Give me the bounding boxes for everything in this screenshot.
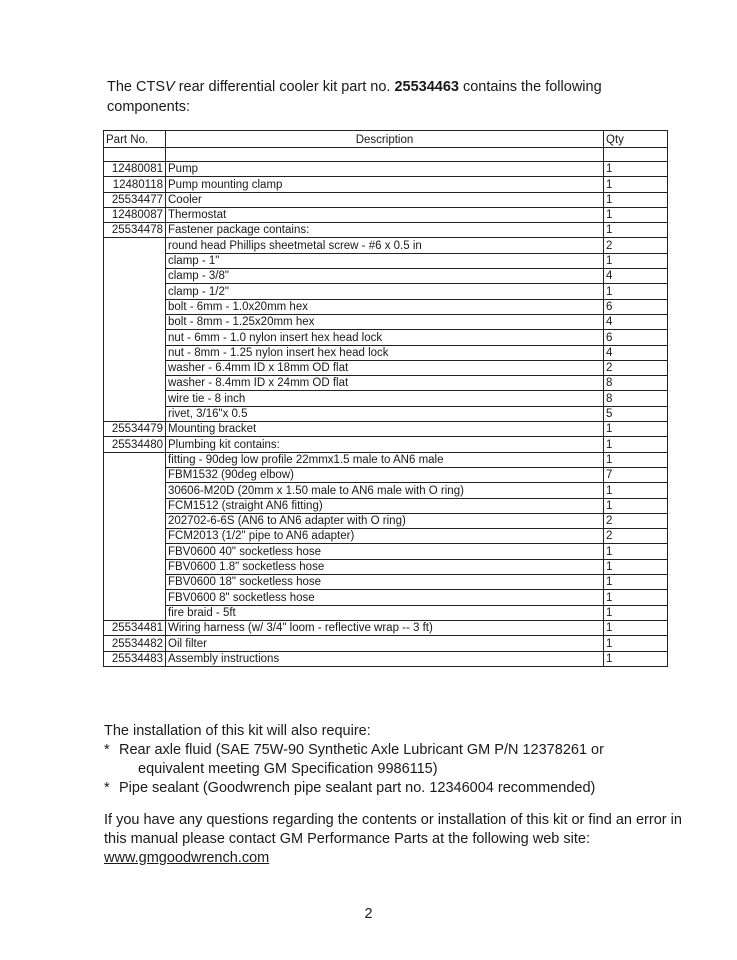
contact-paragraph	[104, 811, 684, 868]
qty-cell: 7	[604, 467, 668, 482]
part-number-cell	[104, 483, 166, 498]
table-row	[104, 636, 668, 651]
description-cell: round head Phillips sheetmetal screw - #6 x 0.5 in	[166, 238, 604, 253]
qty-cell: 1	[604, 437, 668, 452]
intro-paragraph	[107, 77, 667, 117]
qty-cell: 6	[604, 330, 668, 345]
table-row	[104, 498, 668, 513]
part-number-cell	[104, 238, 166, 253]
part-number-cell	[104, 314, 166, 329]
table-row	[104, 314, 668, 329]
description-cell: Fastener package contains:	[166, 223, 604, 238]
table-row	[104, 483, 668, 498]
table-row	[104, 452, 668, 467]
part-number-cell	[104, 299, 166, 314]
qty-cell: 2	[604, 529, 668, 544]
description-cell: clamp - 3/8"	[166, 269, 604, 284]
description-cell: Thermostat	[166, 207, 604, 222]
table-row	[104, 605, 668, 620]
header-part-no: Part No.	[104, 131, 166, 148]
qty-cell: 1	[604, 483, 668, 498]
description-cell: FCM2013 (1/2" pipe to AN6 adapter)	[166, 529, 604, 544]
bullet: *	[104, 742, 110, 758]
qty-cell: 1	[604, 284, 668, 299]
table-row	[104, 651, 668, 666]
part-number-cell: 25534481	[104, 620, 166, 635]
description-cell: FBV0600 18" socketless hose	[166, 575, 604, 590]
table-row	[104, 422, 668, 437]
qty-cell: 1	[604, 651, 668, 666]
part-number-cell	[104, 330, 166, 345]
table-row	[104, 192, 668, 207]
qty-cell: 1	[604, 192, 668, 207]
description-cell: fitting - 90deg low profile 22mmx1.5 male to AN6 male	[166, 452, 604, 467]
description-cell: clamp - 1/2"	[166, 284, 604, 299]
requirements-heading: The installation of this kit will also require:	[104, 723, 371, 739]
table-row	[104, 513, 668, 528]
part-number-cell: 25534478	[104, 223, 166, 238]
table-row	[104, 620, 668, 635]
table-header-row	[104, 131, 668, 148]
description-cell: FBV0600 8" socketless hose	[166, 590, 604, 605]
additional-requirements	[104, 722, 684, 798]
qty-cell: 4	[604, 345, 668, 360]
intro-prefix: The CTS	[107, 79, 166, 95]
qty-cell: 2	[604, 513, 668, 528]
description-cell: bolt - 6mm - 1.0x20mm hex	[166, 299, 604, 314]
description-cell: clamp - 1"	[166, 253, 604, 268]
qty-cell: 1	[604, 575, 668, 590]
part-number-cell	[104, 544, 166, 559]
part-number-cell	[104, 559, 166, 574]
qty-cell: 6	[604, 299, 668, 314]
part-number-cell: 25534477	[104, 192, 166, 207]
intro-model: V	[165, 79, 175, 95]
table-row	[104, 299, 668, 314]
table-row	[104, 177, 668, 192]
description-cell: rivet, 3/16"x 0.5	[166, 406, 604, 421]
table-row	[104, 360, 668, 375]
part-number-cell: 12480118	[104, 177, 166, 192]
part-number-cell	[104, 391, 166, 406]
description-cell: Oil filter	[166, 636, 604, 651]
part-number-cell	[104, 284, 166, 299]
description-cell: Mounting bracket	[166, 422, 604, 437]
table-row	[104, 269, 668, 284]
spacer-cell	[604, 148, 668, 162]
part-number-cell: 25534483	[104, 651, 166, 666]
description-cell: washer - 8.4mm ID x 24mm OD flat	[166, 376, 604, 391]
components-table	[103, 130, 668, 667]
qty-cell: 1	[604, 422, 668, 437]
description-cell: FBV0600 40" socketless hose	[166, 544, 604, 559]
qty-cell: 1	[604, 498, 668, 513]
spacer-cell	[104, 148, 166, 162]
part-number-cell: 25534482	[104, 636, 166, 651]
table-row	[104, 284, 668, 299]
qty-cell: 1	[604, 253, 668, 268]
kit-part-number: 25534463	[394, 79, 459, 95]
table-row	[104, 238, 668, 253]
description-cell: Plumbing kit contains:	[166, 437, 604, 452]
description-cell: Pump mounting clamp	[166, 177, 604, 192]
table-row	[104, 406, 668, 421]
qty-cell: 4	[604, 269, 668, 284]
description-cell: fire braid - 5ft	[166, 605, 604, 620]
part-number-cell: 25534480	[104, 437, 166, 452]
qty-cell: 4	[604, 314, 668, 329]
qty-cell: 2	[604, 360, 668, 375]
table-row	[104, 162, 668, 177]
description-cell: Wiring harness (w/ 3/4" loom - reflective wrap -- 3 ft)	[166, 620, 604, 635]
table-row	[104, 253, 668, 268]
table-row	[104, 529, 668, 544]
part-number-cell: 25534479	[104, 422, 166, 437]
qty-cell: 1	[604, 207, 668, 222]
header-qty: Qty	[604, 131, 668, 148]
table-row	[104, 437, 668, 452]
header-description: Description	[166, 131, 604, 148]
table-row	[104, 590, 668, 605]
description-cell: 202702-6-6S (AN6 to AN6 adapter with O ring)	[166, 513, 604, 528]
qty-cell: 1	[604, 177, 668, 192]
requirement-item	[104, 741, 684, 779]
part-number-cell	[104, 498, 166, 513]
table-row	[104, 575, 668, 590]
description-cell: bolt - 8mm - 1.25x20mm hex	[166, 314, 604, 329]
qty-cell: 1	[604, 223, 668, 238]
description-cell: Pump	[166, 162, 604, 177]
intro-suffix: contains the following components:	[107, 79, 602, 115]
qty-cell: 8	[604, 391, 668, 406]
table-row	[104, 345, 668, 360]
part-number-cell	[104, 269, 166, 284]
qty-cell: 1	[604, 452, 668, 467]
table-row	[104, 207, 668, 222]
qty-cell: 2	[604, 238, 668, 253]
qty-cell: 5	[604, 406, 668, 421]
description-cell: 30606-M20D (20mm x 1.50 male to AN6 male with O ring)	[166, 483, 604, 498]
requirement-text: Rear axle fluid (SAE 75W-90 Synthetic Axle Lubricant GM P/N 12378261 or	[119, 742, 604, 758]
qty-cell: 8	[604, 376, 668, 391]
table-row	[104, 467, 668, 482]
requirement-text: Pipe sealant (Goodwrench pipe sealant part no. 12346004 recommended)	[119, 780, 596, 796]
part-number-cell	[104, 345, 166, 360]
table-row	[104, 559, 668, 574]
qty-cell: 1	[604, 559, 668, 574]
table-row	[104, 391, 668, 406]
description-cell: FCM1512 (straight AN6 fitting)	[166, 498, 604, 513]
qty-cell: 1	[604, 620, 668, 635]
part-number-cell	[104, 513, 166, 528]
description-cell: nut - 8mm - 1.25 nylon insert hex head lock	[166, 345, 604, 360]
part-number-cell	[104, 590, 166, 605]
qty-cell: 1	[604, 544, 668, 559]
contact-text: If you have any questions regarding the contents or installation of this kit or find an error in this manual please contact GM Performance Parts at the following web site:	[104, 812, 682, 847]
part-number-cell	[104, 575, 166, 590]
intro-middle: rear differential cooler kit part no.	[174, 79, 395, 95]
table-spacer-row	[104, 148, 668, 162]
description-cell: washer - 6.4mm ID x 18mm OD flat	[166, 360, 604, 375]
website-link[interactable]: www.gmgoodwrench.com	[104, 850, 270, 866]
part-number-cell	[104, 605, 166, 620]
part-number-cell	[104, 360, 166, 375]
part-number-cell	[104, 452, 166, 467]
description-cell: FBV0600 1.8" socketless hose	[166, 559, 604, 574]
part-number-cell	[104, 253, 166, 268]
part-number-cell	[104, 467, 166, 482]
qty-cell: 1	[604, 636, 668, 651]
part-number-cell	[104, 376, 166, 391]
part-number-cell: 12480087	[104, 207, 166, 222]
bullet: *	[104, 780, 110, 796]
qty-cell: 1	[604, 162, 668, 177]
page-number: 2	[364, 906, 373, 922]
description-cell: wire tie - 8 inch	[166, 391, 604, 406]
table-row	[104, 330, 668, 345]
requirement-item	[104, 779, 684, 798]
description-cell: Assembly instructions	[166, 651, 604, 666]
requirement-text-continued: equivalent meeting GM Specification 9986115)	[138, 761, 438, 777]
description-cell: Cooler	[166, 192, 604, 207]
part-number-cell	[104, 406, 166, 421]
part-number-cell: 12480081	[104, 162, 166, 177]
description-cell: nut - 6mm - 1.0 nylon insert hex head lock	[166, 330, 604, 345]
part-number-cell	[104, 529, 166, 544]
qty-cell: 1	[604, 590, 668, 605]
table-row	[104, 544, 668, 559]
spacer-cell	[166, 148, 604, 162]
table-row	[104, 376, 668, 391]
table-row	[104, 223, 668, 238]
description-cell: FBM1532 (90deg elbow)	[166, 467, 604, 482]
qty-cell: 1	[604, 605, 668, 620]
